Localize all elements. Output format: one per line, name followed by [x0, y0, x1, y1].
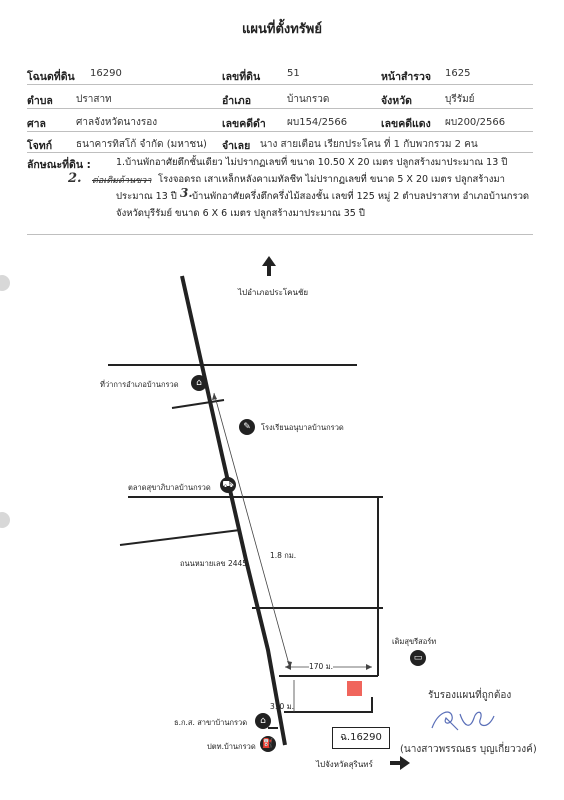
description-line-2: โรงจอดรถ เสาเหล็กหลังคาเมทัลชีท ไม่ปรากฏเลขที่ ขนาด 5 X 20 เมตร ปลูกสร้างมา — [158, 174, 505, 185]
plaintiff-label: โจทก์ — [27, 140, 53, 152]
district-value: บ้านกรวด — [287, 94, 330, 105]
bed-icon: ▭ — [410, 650, 426, 666]
fuel-pump-icon: ⛽ — [260, 736, 276, 752]
signature — [428, 704, 498, 734]
south-arrow-icon — [390, 756, 410, 770]
north-destination: ไปอำเภอประโคนชัย — [238, 288, 309, 297]
property-marker — [347, 681, 362, 696]
kindergarten-label: โรงเรียนอนุบาลบ้านกรวด — [261, 423, 344, 432]
subdistrict-value: ปราสาท — [76, 94, 112, 105]
distance-1-8-label: 1.8 กม. — [270, 551, 297, 560]
district-label: อำเภอ — [222, 95, 252, 107]
black-case-label: เลขคดีดำ — [222, 118, 266, 130]
distance-310-label: 310 ม. — [270, 702, 295, 711]
deed-number-box: ฉ.16290 — [332, 727, 390, 749]
graduation-cap-icon: ✎ — [239, 419, 255, 435]
building-icon: ⌂ — [191, 375, 207, 391]
market-label: ตลาดสุขาภิบาลบ้านกรวด — [128, 483, 211, 492]
handwritten-struck: ต่อเติมด้านขวา — [92, 176, 152, 186]
highway-label: ถนนหมายเลข 2445 — [180, 559, 248, 568]
land-no-value: 51 — [287, 68, 300, 79]
red-case-value: ผบ200/2566 — [445, 117, 506, 128]
bank-icon: ⌂ — [255, 713, 271, 729]
baac-label: ธ.ก.ส. สาขาบ้านกรวด — [174, 718, 248, 727]
court-value: ศาลจังหวัดนางรอง — [76, 117, 158, 128]
survey-page-value: 1625 — [445, 68, 471, 79]
handwritten-2: 2. — [68, 171, 82, 186]
land-deed-label: โฉนดที่ดิน — [27, 71, 75, 83]
province-label: จังหวัด — [381, 95, 412, 107]
court-label: ศาล — [27, 118, 46, 130]
plaintiff-value: ธนาคารทิสโก้ จำกัด (มหาชน) — [76, 139, 207, 150]
description-line-4: จังหวัดบุรีรัมย์ ขนาด 6 X 6 เมตร ปลูกสร้างมาประมาณ 35 ปี — [116, 208, 365, 219]
south-destination: ไปจังหวัดสุรินทร์ — [316, 760, 373, 769]
north-arrow-icon — [262, 256, 276, 276]
distance-1-8-arrow — [214, 393, 290, 668]
description-label: ลักษณะที่ดิน : — [27, 159, 91, 171]
resort-label: เดิมสุขรีสอร์ท — [392, 637, 437, 646]
gas-station-label: ปตท.บ้านกรวด — [207, 742, 256, 751]
handwritten-3: 3. — [180, 186, 193, 200]
description-line-3: บ้านพักอาศัยครึ่งตึกครึ่งไม้สองชั้น เลขที่ 125 หมู่ 2 ตำบลปราสาท อำเภอบ้านกรวด — [192, 191, 530, 202]
red-case-label: เลขคดีแดง — [381, 118, 431, 130]
survey-page-label: หน้าสำรวจ — [381, 71, 431, 83]
province-value: บุรีรัมย์ — [445, 94, 475, 105]
cross-road-4 — [120, 530, 240, 545]
access-road — [284, 697, 372, 712]
subdistrict-label: ตำบล — [27, 95, 53, 107]
certifier-name: (นางสาวพรรณธร บุญเกี่ยววงค์) — [400, 744, 537, 755]
description-line-1: 1.บ้านพักอาศัยตึกชั้นเดียว ไม่ปรากฏเลขที่ ขนาด 10.50 X 20 เมตร ปลูกสร้างมาประมาณ 13 ปี — [116, 157, 508, 168]
main-road — [182, 276, 285, 745]
distance-170-label: 170 ม. — [309, 662, 334, 671]
cart-icon: ⛟ — [220, 477, 236, 493]
defendant-label: จำเลย — [222, 140, 251, 152]
land-deed-value: 16290 — [90, 68, 122, 79]
land-no-label: เลขที่ดิน — [222, 71, 261, 83]
description-line-3-prefix: ประมาณ 13 ปี — [116, 191, 177, 202]
page-title: แผนที่ตั้งทรัพย์ — [242, 22, 322, 37]
defendant-value: นาง สายเตือน เรียกประโคน ที่ 1 กับพวกรวม 2 คน — [260, 139, 478, 150]
district-office-label: ที่ว่าการอำเภอบ้านกรวด — [100, 380, 179, 389]
black-case-value: ผบ154/2566 — [287, 117, 348, 128]
certify-heading: รับรองแผนที่ถูกต้อง — [428, 690, 512, 701]
